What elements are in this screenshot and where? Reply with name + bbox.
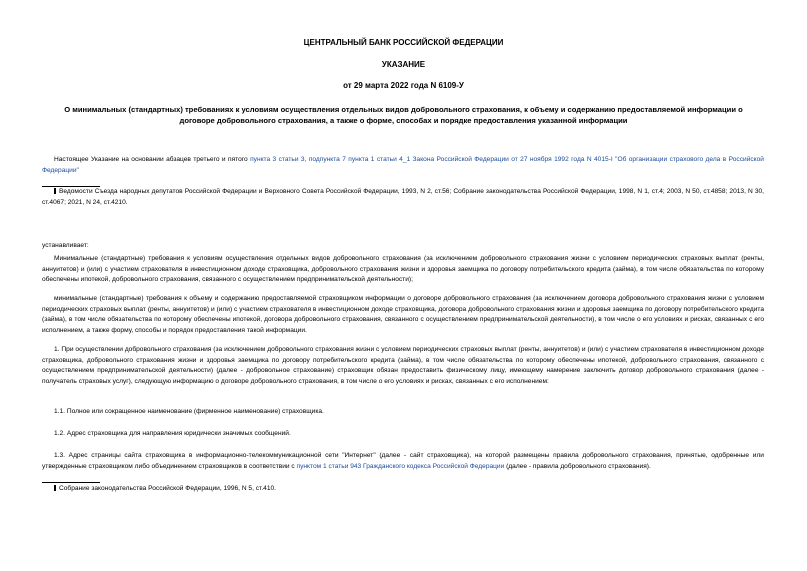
civil-code-link[interactable]: пунктом 1 статьи 943 Гражданского кодекса Российской Федерации bbox=[296, 462, 505, 470]
clause-1-2: 1.2. Адрес страховщика для направления юридически значимых сообщений. bbox=[54, 430, 291, 437]
intro-paragraph bbox=[42, 155, 764, 176]
footnote-divider bbox=[42, 482, 100, 483]
clause-1: 1. При осуществлении добровольного страхования (за исключением добровольного страхования жизни с условием периодических страховых выплат (ренты, аннуитетов) и (или) с участием страхователя в инвестиционном доходе страховщика, добровольного страхования жизни и здоровья заемщика по договору потребительского кредита (займа), в том числе обязательства по которому обеспечены ипотекой, добровольного страхования, связанного с осуществлением предпринимательской деятельности) (далее - добровольное страхование) страховщик обязан предоставить физическому лицу, имеющему намерение заключить договор добровольного страхования (далее - получатель страховых услуг), следующую информацию о договоре добровольного страхования, в том числе о его условиях и рисках, связанных с его исполнением: bbox=[42, 346, 764, 385]
clause-1-3-text: 1.3. Адрес страницы сайта страховщика в информационно-телекоммуникационной сети "Интернет" (далее - сайт страховщика), на которой размещены правила добровольного страхования, принятые, одобренные или утвержденные страховщиком либо объединением страховщиков в соответствии с bbox=[42, 452, 764, 470]
establishes-line: устанавливает: bbox=[42, 242, 89, 249]
paragraph-min-requirements-conditions: Минимальные (стандартные) требования к условиям осуществления отдельных видов добровольного страхования (за исключением добровольного страхования жизни с условием периодических страховых выплат (ренты, аннуитетов) и (или) с участием страхователя в инвестиционном доходе страховщика, добровольного страхования жизни и здоровья заемщика по договору потребительского кредита (займа), в том числе обязательства по которому обеспечены ипотекой, добровольного страхования, связанного с осуществлением предпринимательской деятельности); bbox=[42, 255, 764, 284]
footnote-1-text: Ведомости Съезда народных депутатов Российской Федерации и Верховного Совета Российской Федерации, 1993, N 2, ст.56; Собрание законодательства Российской Федерации, 1998, N 1, ст.4; 2003, N 50, ст.4858; 2013, N 30, ст.4067; 2021, N 24, ст.4210. bbox=[42, 188, 764, 206]
footnote-marker bbox=[54, 188, 56, 194]
paragraph-min-requirements-information: минимальные (стандартные) требования к объему и содержанию предоставляемой страховщиком информации о договоре добровольного страхования (за исключением договора добровольного страхования жизни с условием периодических страховых выплат (ренты, аннуитетов) и (или) с участием страхователя в инвестиционном доходе страховщика, договора добровольного страхования жизни и здоровья заемщика по договору потребительского кредита (займа), в том числе обязательства по которому обеспечены ипотекой, договора добровольного страхования, связанного с осуществлением предпринимательской деятельности), в том числе о его условиях и рисках, связанных с его исполнением, а также форму, способы и порядок предоставления такой информации. bbox=[42, 295, 764, 334]
clause-1-1: 1.1. Полное или сокращенное наименование (фирменное наименование) страховщика. bbox=[54, 408, 324, 415]
clause-1-3 bbox=[42, 451, 764, 472]
footnote-2 bbox=[42, 484, 764, 495]
document-type-heading: УКАЗАНИЕ bbox=[381, 60, 426, 69]
footnote-1 bbox=[42, 187, 764, 208]
intro-text: Настоящее Указание на основании абзацев третьего и пятого bbox=[54, 156, 251, 163]
law-reference-link[interactable]: пункта 3 статьи 3, подпункта 7 пункта 1 статьи 4_1 Закона Российской Федерации от 27 ноября 1992 года N 4015-I "Об организации страхового дела в Российской Федерации" bbox=[42, 156, 764, 174]
document-date-number: от 29 марта 2022 года N 6109-У bbox=[343, 81, 464, 90]
issuer-heading: ЦЕНТРАЛЬНЫЙ БАНК РОССИЙСКОЙ ФЕДЕРАЦИИ bbox=[303, 38, 504, 47]
footnote-2-text: Собрание законодательства Российской Федерации, 1996, N 5, ст.410. bbox=[59, 485, 277, 492]
document-title: О минимальных (стандартных) требованиях к условиям осуществления отдельных видов добровольного страхования, к объему и содержанию предоставляемой информации о договоре добровольного страхования, а также о форме, способах и порядке предоставления указанной информации bbox=[64, 105, 743, 125]
footnote-marker bbox=[54, 485, 56, 491]
clause-1-3-suffix: (далее - правила добровольного страхования). bbox=[504, 462, 651, 470]
